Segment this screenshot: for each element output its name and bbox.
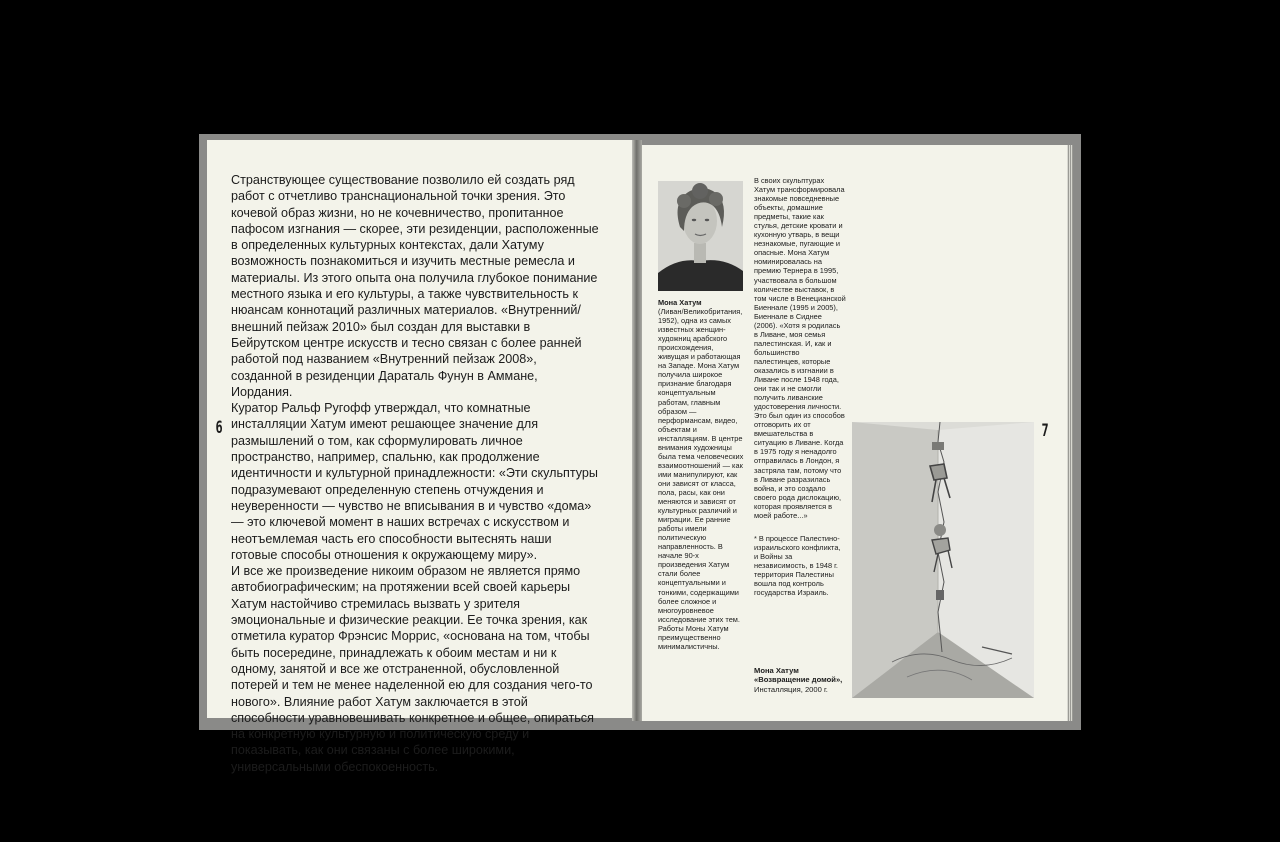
column-text: В своих скульптурах Хатум трансформировала знакомые повседневные объекты, домашние предметы, такие как стулья, детские кровати и кухонную утварь, в вещи незнакомые, пугающие и опасные. Мона Хатум номинировалась на премию Тернера в 1995, участвовала в большом количестве выставок, в том числе в Венецианской Биеннале (1995 и 2005), Биеннале в Сиднее (2006). «Хотя я родилась в Ливане, моя семья палестинская. И, как и большинство палестинцев, которые оказались в изгнании в Ливане после 1948 года, они так и не смогли получить ливанские удостоверения личности. Это был один из способов отговорить их от вмешательства в ситуацию в Ливане. Когда в 1975 году я ненадолго отправилась в Лондон, я застряла там, потому что в Ливане разразилась война, и это создало своего рода дислокацию, которая проявляется в моей работе...» (754, 176, 846, 520)
left-page (207, 140, 632, 774)
text-column-2 (754, 176, 846, 597)
page-number-right: 7 (1041, 421, 1049, 441)
bio-column (658, 298, 746, 651)
right-page (642, 145, 1067, 721)
image-caption (754, 666, 849, 694)
caption-artist: Мона Хатум (754, 666, 799, 675)
caption-title: «Возвращение домой», (754, 675, 843, 685)
installation-photo (852, 422, 1034, 698)
bio-text: (Ливан/Великобритания, 1952), одна из самых известных женщин-художниц арабского происхождения, живущая и работающая на Западе. Мона Хатум получила широкое признание благодаря концептуальным работам, главным образом — перформансам, видео, объектам и инсталляциям. В центре внимания художницы была тема человеческих взаимоотношений — как ими манипулируют, как они зависят от класса, пола, расы, как они меняются и зависят от культурных различий и миграции. Ее ранние работы имели политическую направленность. В начале 90-х произведения Хатум стали более концептуальными и тонкими, содержащими более сложное и многоуровневое исследование этих тем. Работы Моны Хатум преимущественно минималистичны. (658, 307, 744, 651)
page-number-left: 6 (215, 418, 223, 438)
paragraph: Куратор Ральф Ругофф утверждал, что комнатные инсталляции Хатум имеют решающее значение для размышлений о том, как сформулировать личное пространство, например, спальню, как продолжение идентичности и культурной принадлежности: «Эти скульптуры подразумевают определенную степень отчуждения и неуверенности — чувство не вписывания в и чувство «дома» — это ключевой момент в наших встречах с искусством и неотъемлемая часть его способности вытеснять наши готовые способы отношения к окружающему миру». (231, 401, 598, 562)
paragraph: Странствующее существование позволило ей создать ряд работ с отчетливо транснациональной точки зрения. Это кочевой образ жизни, но не кочевничество, пропитанное пафосом изгнания — скорее, эти резиденции, расположенные в определенных культурных контекстах, дали Хатуму возможность познакомиться и изучить местные ремесла и материалы. Из этого опыта она получила глубокое понимание местного языка и его культуры, а также чувствительность к нюансам коннотаций различных материалов. «Внутренний/внешний пейзаж 2010» был создан для выставки в Бейрутском центре искусств и тесно связан с более ранней работой под названием «Внутренний пейзаж 2008», созданной в резиденции Дараталь Фунун в Аммане, Иордания. (231, 173, 599, 399)
caption-detail: Инсталляция, 2000 г. (754, 684, 828, 694)
bio-name: Мона Хатум (658, 298, 702, 307)
footnote: * В процессе Палестино-израильского конфликта, и Войны за независимость, в 1948 г. территория Палестины вошла под контроль государства Израиль. (754, 533, 841, 598)
main-text (231, 172, 601, 775)
artist-portrait-photo (658, 181, 743, 291)
paragraph: И все же произведение никоим образом не является прямо автобиографическим; на протяжении всей своей карьеры Хатум настойчиво стремилась вызвать у зрителя эмоциональные и физические реакции. Ее точка зрения, как отметила куратор Фрэнсис Моррис, «основана на том, чтобы быть посередине, принадлежать к обоим местам и ни к одному, занятой и все же отстраненной, обусловленной потерей и тем не менее наделенной ею для создания чего-то нового». Влияние работ Хатум заключается в этой способности уравновешивать конкретное и общее, опираться на конкретную культурную и политическую среду и показывать, как они связаны с более широкими, универсальными обеспокоенность. (231, 564, 594, 774)
book-spine-gutter (632, 140, 642, 721)
page-edges (1067, 145, 1073, 721)
